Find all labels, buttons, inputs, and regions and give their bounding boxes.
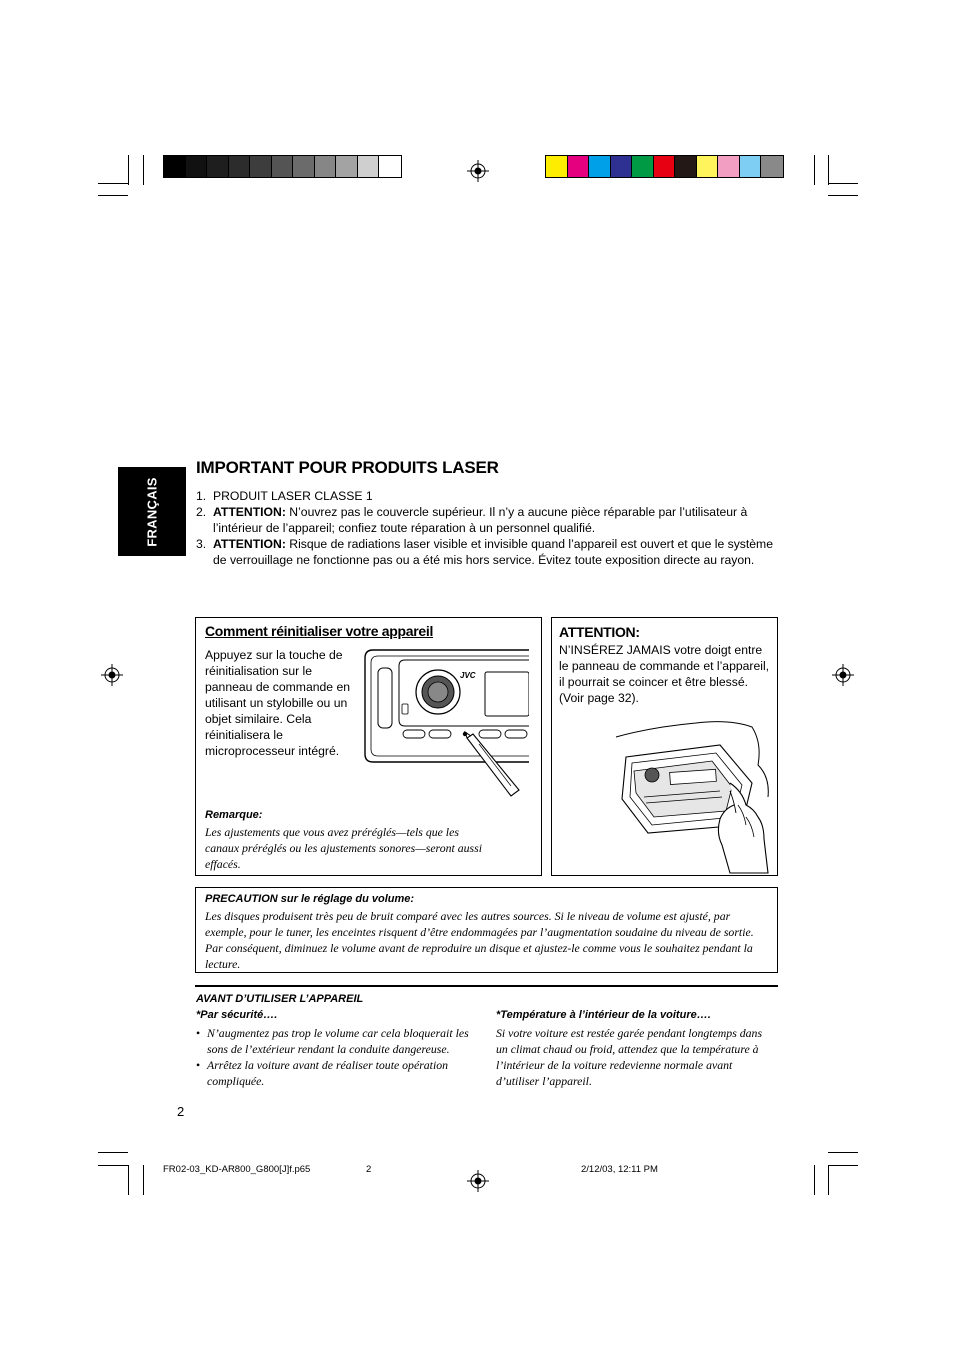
color-swatch-9	[740, 156, 762, 177]
gray-swatch-0	[164, 156, 186, 177]
reset-note-head: Remarque:	[205, 809, 263, 821]
color-swatch-1	[568, 156, 590, 177]
reset-box-text: Appuyez sur la touche de réinitialisation sur le panneau de commande en utilisant un stylobille ou un objet similaire. Cela réinitialisera le microprocesseur intégré.	[205, 648, 351, 758]
laser-item-text: PRODUIT LASER CLASSE 1	[213, 489, 373, 503]
attention-illustration	[612, 713, 776, 875]
color-swatch-8	[718, 156, 740, 177]
laser-list	[196, 488, 778, 568]
attention-box-title: ATTENTION:	[559, 624, 640, 640]
laser-item	[196, 488, 778, 504]
color-swatch-0	[546, 156, 568, 177]
color-swatch-4	[632, 156, 654, 177]
gray-swatch-7	[315, 156, 337, 177]
precaution-head: PRECAUTION sur le réglage du volume:	[205, 893, 415, 905]
safety-bullet: • N’augmentez pas trop le volume car cela bloquerait les sons de l’extérieur rendant la conduite dangereuse.	[196, 1025, 478, 1057]
gray-swatch-4	[250, 156, 272, 177]
safety-bullet: • Arrêtez la voiture avant de réaliser toute opération compliquée.	[196, 1057, 478, 1089]
gray-swatch-2	[207, 156, 229, 177]
laser-item-number: 1.	[196, 489, 207, 503]
safety-bullets	[196, 1025, 478, 1089]
footer-date: 2/12/03, 12:11 PM	[581, 1164, 658, 1175]
reset-note-text: Les ajustements que vous avez préréglés—tels que les canaux préréglés ou les ajustements sonores—seront aussi effacés.	[205, 825, 482, 871]
safety-head: *Par sécurité….	[196, 1009, 278, 1021]
registration-mark-right-icon	[832, 664, 854, 686]
attention-box-text: N’INSÉREZ JAMAIS votre doigt entre le panneau de commande et l’appareil, il pourrait se coincer et être blessé. (Voir page 32).	[559, 643, 770, 705]
gray-swatch-8	[336, 156, 358, 177]
gray-swatch-1	[186, 156, 208, 177]
section-rule	[195, 985, 778, 987]
gray-swatch-5	[272, 156, 294, 177]
laser-section-title: IMPORTANT POUR PRODUITS LASER	[196, 458, 499, 477]
laser-item-number: 2.	[196, 505, 207, 519]
color-swatch-10	[761, 156, 783, 177]
color-swatch-3	[611, 156, 633, 177]
temperature-head: *Température à l’intérieur de la voiture….	[496, 1009, 711, 1021]
laser-item-label: ATTENTION:	[213, 505, 286, 519]
laser-item-number: 3.	[196, 537, 207, 551]
illustration-brand-label: JVC	[460, 671, 476, 680]
footer-file: FR02-03_KD-AR800_G800[J]f.p65	[163, 1164, 311, 1175]
gray-swatch-9	[358, 156, 380, 177]
precaution-text: Les disques produisent très peu de bruit comparé avec les autres sources. Si le niveau de volume est ajusté, par exemple, pour le tuner, les enceintes risquent d’être endommagées par l’augmentation soudaine du niveau de sortie. Par conséquent, diminuez le volume avant de reproduire un disque et ajustez-le comme vous le souhaitez pendant la lecture.	[205, 909, 754, 971]
temperature-text: Si votre voiture est restée garée pendant longtemps dans un climat chaud ou froid, attendez que la température à l’intérieur de la voiture redevienne normale avant d’utiliser l’appareil.	[496, 1026, 763, 1088]
laser-item-text: Risque de radiations laser visible et invisible quand l’appareil est ouvert et que le système de verrouillage ne fonctionne pas ou a été mis hors service. Évitez toute exposition directe au rayon.	[213, 537, 773, 567]
color-swatch-7	[697, 156, 719, 177]
process-color-bar	[545, 155, 784, 178]
laser-item	[196, 504, 778, 536]
attention-box	[551, 617, 778, 876]
gray-swatch-3	[229, 156, 251, 177]
color-swatch-5	[654, 156, 676, 177]
avant-head: AVANT D’UTILISER L’APPAREIL	[196, 993, 364, 1005]
reset-illustration	[361, 646, 529, 808]
laser-item-label: ATTENTION:	[213, 537, 286, 551]
registration-mark-left-icon	[101, 664, 123, 686]
gray-color-bar	[163, 155, 402, 178]
page-number: 2	[177, 1104, 185, 1119]
gray-swatch-10	[379, 156, 401, 177]
reset-box-title: Comment réinitialiser votre appareil	[205, 623, 434, 639]
footer-page: 2	[366, 1164, 372, 1175]
reset-box	[195, 617, 542, 876]
gray-swatch-6	[293, 156, 315, 177]
language-tab-label: FRANÇAIS	[144, 476, 160, 547]
registration-mark-top-icon	[467, 160, 489, 182]
color-swatch-6	[675, 156, 697, 177]
color-swatch-2	[589, 156, 611, 177]
laser-item-text: N’ouvrez pas le couvercle supérieur. Il n’y a aucune pièce réparable par l’utilisateur à l’intérieur de l’appareil; confiez toute réparation à un personnel qualifié.	[213, 505, 748, 535]
language-tab	[118, 467, 186, 556]
precaution-box	[195, 887, 778, 973]
laser-item	[196, 536, 778, 568]
registration-mark-bottom-icon	[467, 1170, 489, 1192]
